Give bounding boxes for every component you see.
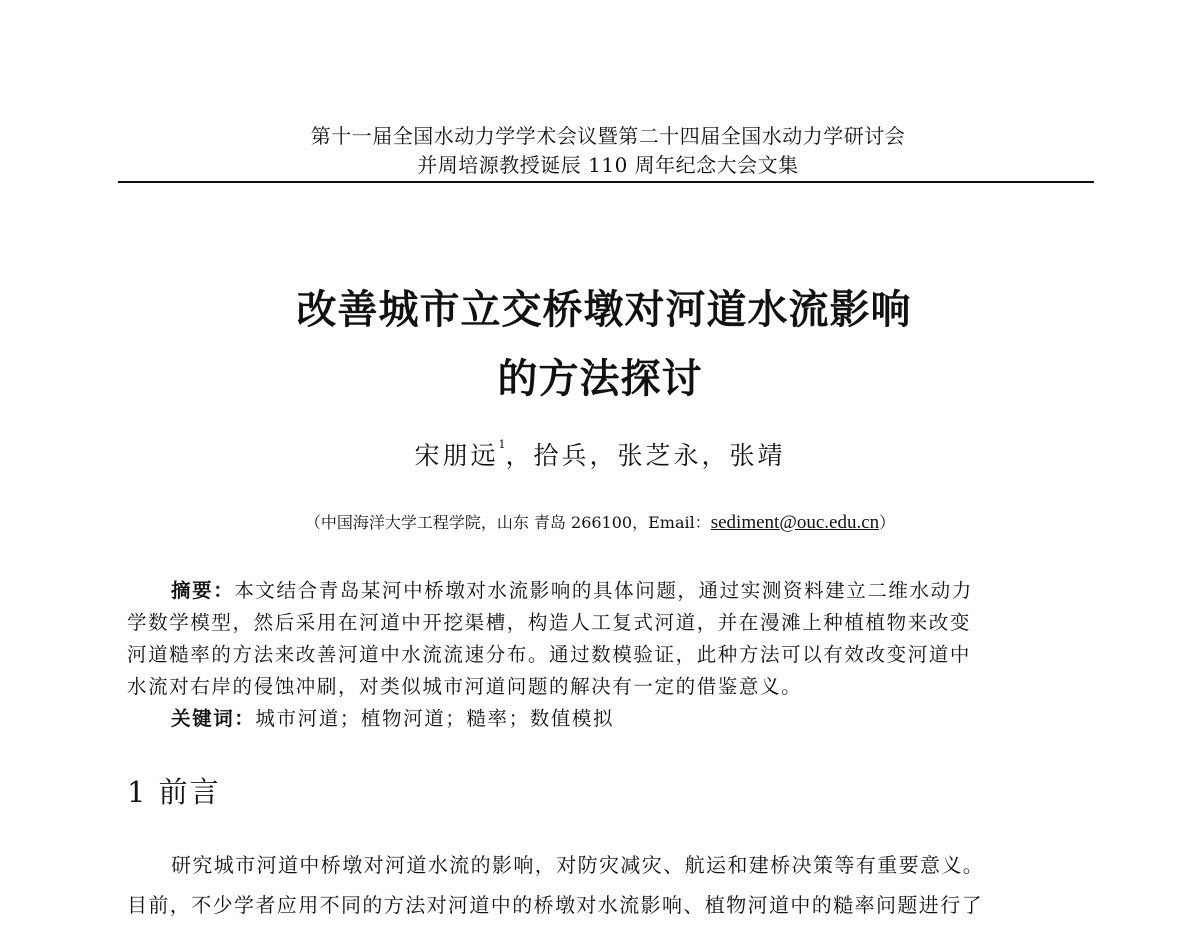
author-others: ，拾兵，张芝永，张靖 — [505, 441, 786, 470]
body-line: 目前，不少学者应用不同的方法对河道中的桥墩对水流影响、植物河道中的糙率问题进行了 — [127, 893, 983, 917]
body-line: 研究城市河道中桥墩对河道水流的影响，对防灾减灾、航运和建桥决策等有重要意义。 — [171, 853, 985, 877]
abstract-line: 学数学模型，然后采用在河道中开挖渠槽，构造人工复式河道，并在漫滩上种植植物来改变 — [127, 611, 972, 634]
abstract-text: 本文结合青岛某河中桥墩对水流影响的具体问题，通过实测资料建立二维水动力 — [234, 579, 973, 602]
author-list — [0, 436, 1200, 472]
affiliation — [0, 510, 1200, 534]
email-link[interactable]: sediment@ouc.edu.cn — [710, 512, 880, 533]
author-first: 宋朋远 — [414, 441, 499, 470]
abstract-line: 水流对右岸的侵蚀冲刷，对类似城市河道问题的解决有一定的借鉴意义。 — [127, 675, 803, 698]
abstract-block — [127, 575, 1087, 735]
keywords-line — [127, 703, 1087, 735]
abstract-label: 摘要： — [171, 579, 235, 602]
abstract-line — [127, 575, 1087, 607]
paper-title-line-2: 的方法探讨 — [497, 356, 703, 402]
header-rule — [118, 181, 1094, 183]
proceedings-header-line-1: 第十一届全国水动力学学术会议暨第二十四届全国水动力学研讨会 — [310, 124, 906, 148]
proceedings-header-line-2: 并周培源教授诞辰 110 周年纪念大会文集 — [417, 153, 799, 177]
keywords-text: 城市河道；植物河道；糙率；数值模拟 — [255, 707, 615, 730]
keywords-label: 关键词： — [171, 707, 256, 730]
author-affiliation-mark: 1 — [498, 438, 506, 451]
introduction-body — [127, 845, 1087, 925]
affiliation-close: ） — [879, 513, 896, 532]
section-heading-introduction: 1 前言 — [127, 775, 221, 809]
affiliation-text: （中国海洋大学工程学院，山东 青岛 266100，Email： — [304, 513, 711, 532]
abstract-line: 河道糙率的方法来改善河道中水流流速分布。通过数模验证，此种方法可以有效改变河道中 — [127, 643, 972, 666]
paper-title-line-1: 改善城市立交桥墩对河道水流影响 — [296, 287, 912, 333]
